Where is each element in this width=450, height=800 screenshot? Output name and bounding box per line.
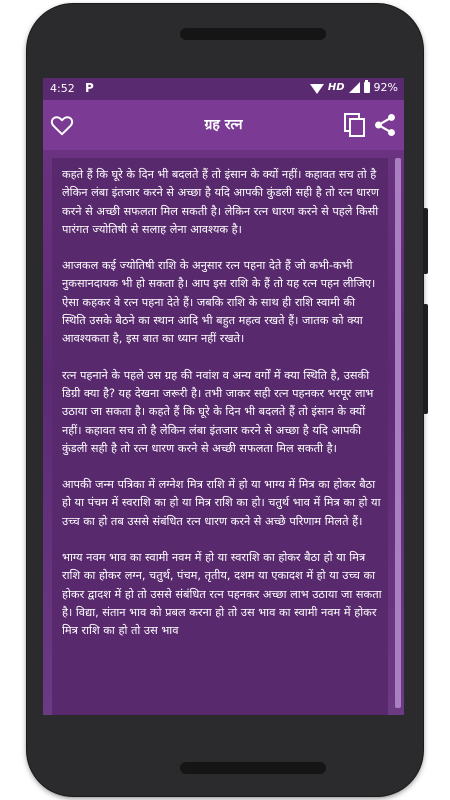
top-speaker <box>180 28 326 40</box>
app-bar <box>43 100 404 150</box>
network-type: HD <box>327 82 345 93</box>
power-button <box>423 208 428 274</box>
article-paragraph: भाग्य नवम भाव का स्वामी नवम में हो या स्वराशि का होकर बैठा हो या मित्र राशि का होकर लग्न, चतुर्थ, पंचम, तृतीय, दशम या एकादश में हो या उच्च का होकर द्वादश में हो तो उससे संबंधित रत्न पहनकर अच्छा लाभ उठाया जा सकता है। विद्या, संतान भाव को प्रबल करना हो तो उस भाव का स्वामी नवम में होकर मित्र राशि का हो तो उस भाव <box>62 551 382 638</box>
volume-button <box>423 304 428 414</box>
wifi-icon <box>310 84 324 94</box>
battery-level: 92% <box>373 81 398 94</box>
battery-icon <box>364 82 370 93</box>
copy-button[interactable] <box>343 112 369 138</box>
article-text[interactable] <box>52 158 388 715</box>
signal-icon <box>349 82 360 93</box>
copy-icon <box>343 112 367 138</box>
article-paragraph: आजकल कई ज्योतिषी राशि के अनुसार रत्न पहना देते हैं जो कभी-कभी नुकसानदायक भी हो सकता है। आप इस राशि के हैं तो यह रत्न पहन लीजिए। ऐसा कहकर वे रत्न पहना देते हैं। जबकि राशि के साथ ही राशि स्वामी की स्थिति उसके बैठने का स्थान आदि भी बहुत महत्व रखते हैं। जातक को क्या आवश्यकता है, इस बात का ध्यान नहीं रखते। <box>62 259 376 346</box>
content-area <box>43 150 404 715</box>
notification-app-icon: P <box>85 81 94 95</box>
scrollbar[interactable] <box>395 158 401 708</box>
article-paragraph: रत्न पहनाने के पहले उस ग्रह की नवांश व अन्य वर्गों में क्या स्थिति है, उसकी डिग्री क्या है? यह देखना जरूरी है। तभी जाकर सही रत्न पहनकर भरपूर लाभ उठाया जा सकता है। कहते हैं कि घूरे के दिन भी बदलते हैं तो इंसान के क्यों नहीं। कहावत सच तो है लेकिन लंबा इंतजार करने से अच्छा है यदि आपकी कुंडली सही है तो रत्न धारण करने से अच्छी सफलता मिल सकती है। <box>62 368 374 455</box>
article-paragraph: आपकी जन्म पत्रिका में लग्नेश मित्र राशि में हो या भाग्य में मित्र का होकर बैठा हो या पंचम में स्वराशि का हो या मित्र राशि का हो। चतुर्थ भाव में मित्र का हो या उच्च का हो तब उससे संबंधित रत्न धारण करने से अच्छे परिणाम मिलते हैं। <box>62 478 381 528</box>
status-icons <box>310 81 398 94</box>
share-button[interactable] <box>372 112 398 138</box>
status-bar <box>43 78 404 100</box>
status-time: 4:52 <box>50 82 75 95</box>
share-icon <box>372 112 398 138</box>
page-title: ग्रह रत्न <box>204 117 243 133</box>
bottom-speaker <box>180 762 326 774</box>
screen <box>43 78 404 715</box>
article-paragraph: कहते हैं कि घूरे के दिन भी बदलते हैं तो इंसान के क्यों नहीं। कहावत सच तो है लेकिन लंबा इंतजार करने से अच्छा है यदि आपकी कुंडली सही है तो रत्न धारण करने से अच्छी सफलता मिल सकती है। लेकिन रत्न धारण करने से पहले किसी पारंगत ज्योतिषी से सलाह लेना आवश्यक है। <box>62 168 379 236</box>
